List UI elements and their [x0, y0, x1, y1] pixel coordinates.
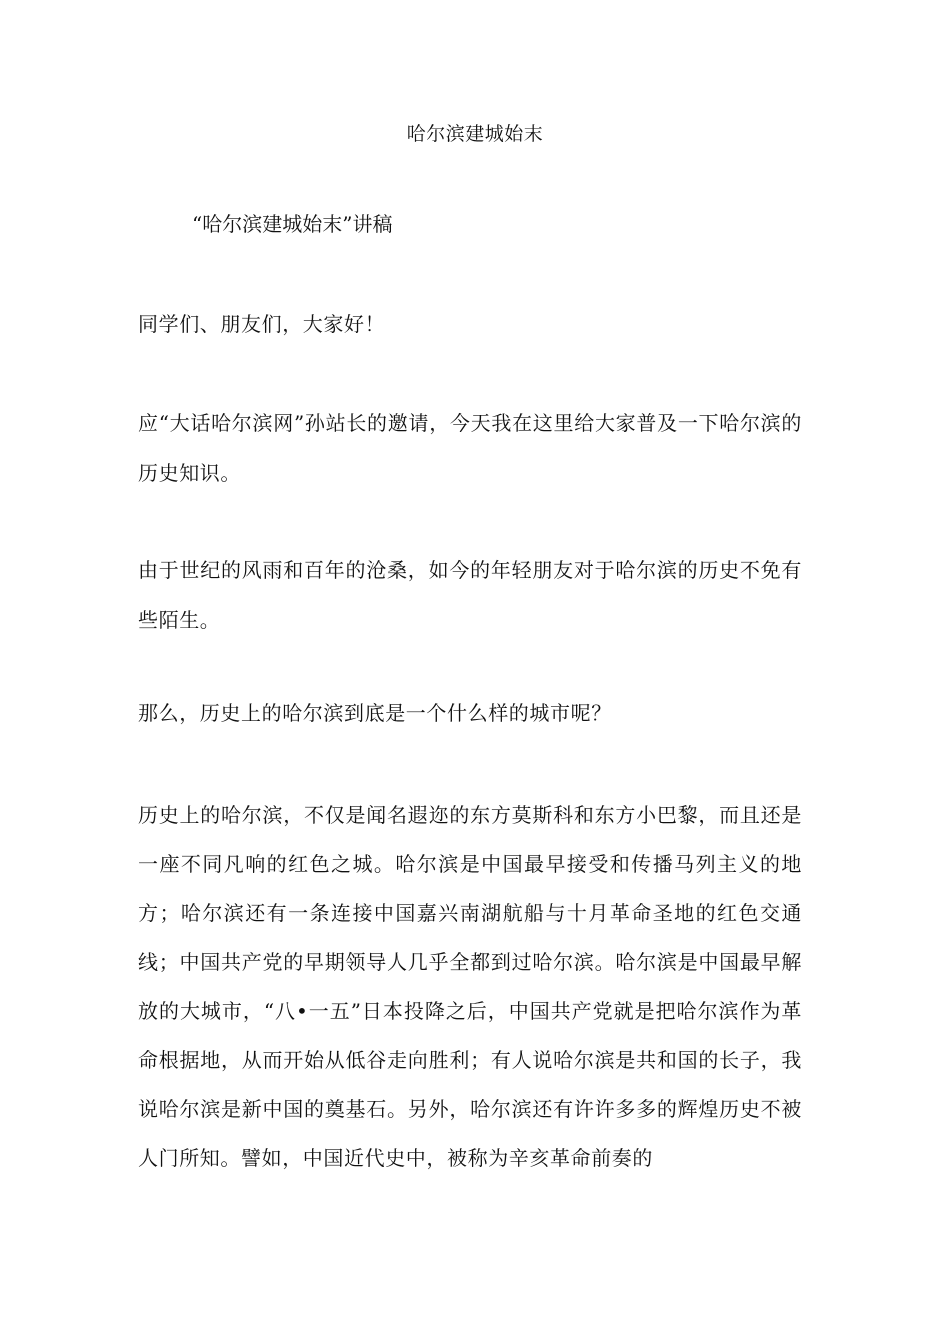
paragraph-greeting: 同学们、朋友们，大家好！	[138, 312, 386, 336]
page-title: 哈尔滨建城始末	[406, 123, 544, 145]
paragraph-unfamiliar: 由于世纪的风雨和百年的沧桑，如今的年轻朋友对于哈尔滨的历史不免有些陌生。	[138, 558, 802, 632]
document-subtitle: “哈尔滨建城始末”讲稿	[192, 212, 393, 236]
paragraph-question: 那么，历史上的哈尔滨到底是一个什么样的城市呢？	[138, 701, 612, 725]
paragraph-history: 历史上的哈尔滨，不仅是闻名遐迩的东方莫斯科和东方小巴黎，而且还是一座不同凡响的红色之城。哈尔滨是中国最早接受和传播马列主义的地方；哈尔滨还有一条连接中国嘉兴南湖航船与十月革命圣地的红色交通线；中国共产党的早期领导人几乎全都到过哈尔滨。哈尔滨是中国最早解放的大城市，“八•一五”日本投降之后，中国共产党就是把哈尔滨作为革命根据地，从而开始从低谷走向胜利；有人说哈尔滨是共和国的长子，我说哈尔滨是新中国的奠基石。另外，哈尔滨还有许许多多的辉煌历史不被人门所知。譬如，中国近代史中，被称为辛亥革命前奏的	[138, 803, 802, 1170]
paragraph-invitation: 应“大话哈尔滨网”孙站长的邀请，今天我在这里给大家普及一下哈尔滨的历史知识。	[138, 411, 802, 485]
